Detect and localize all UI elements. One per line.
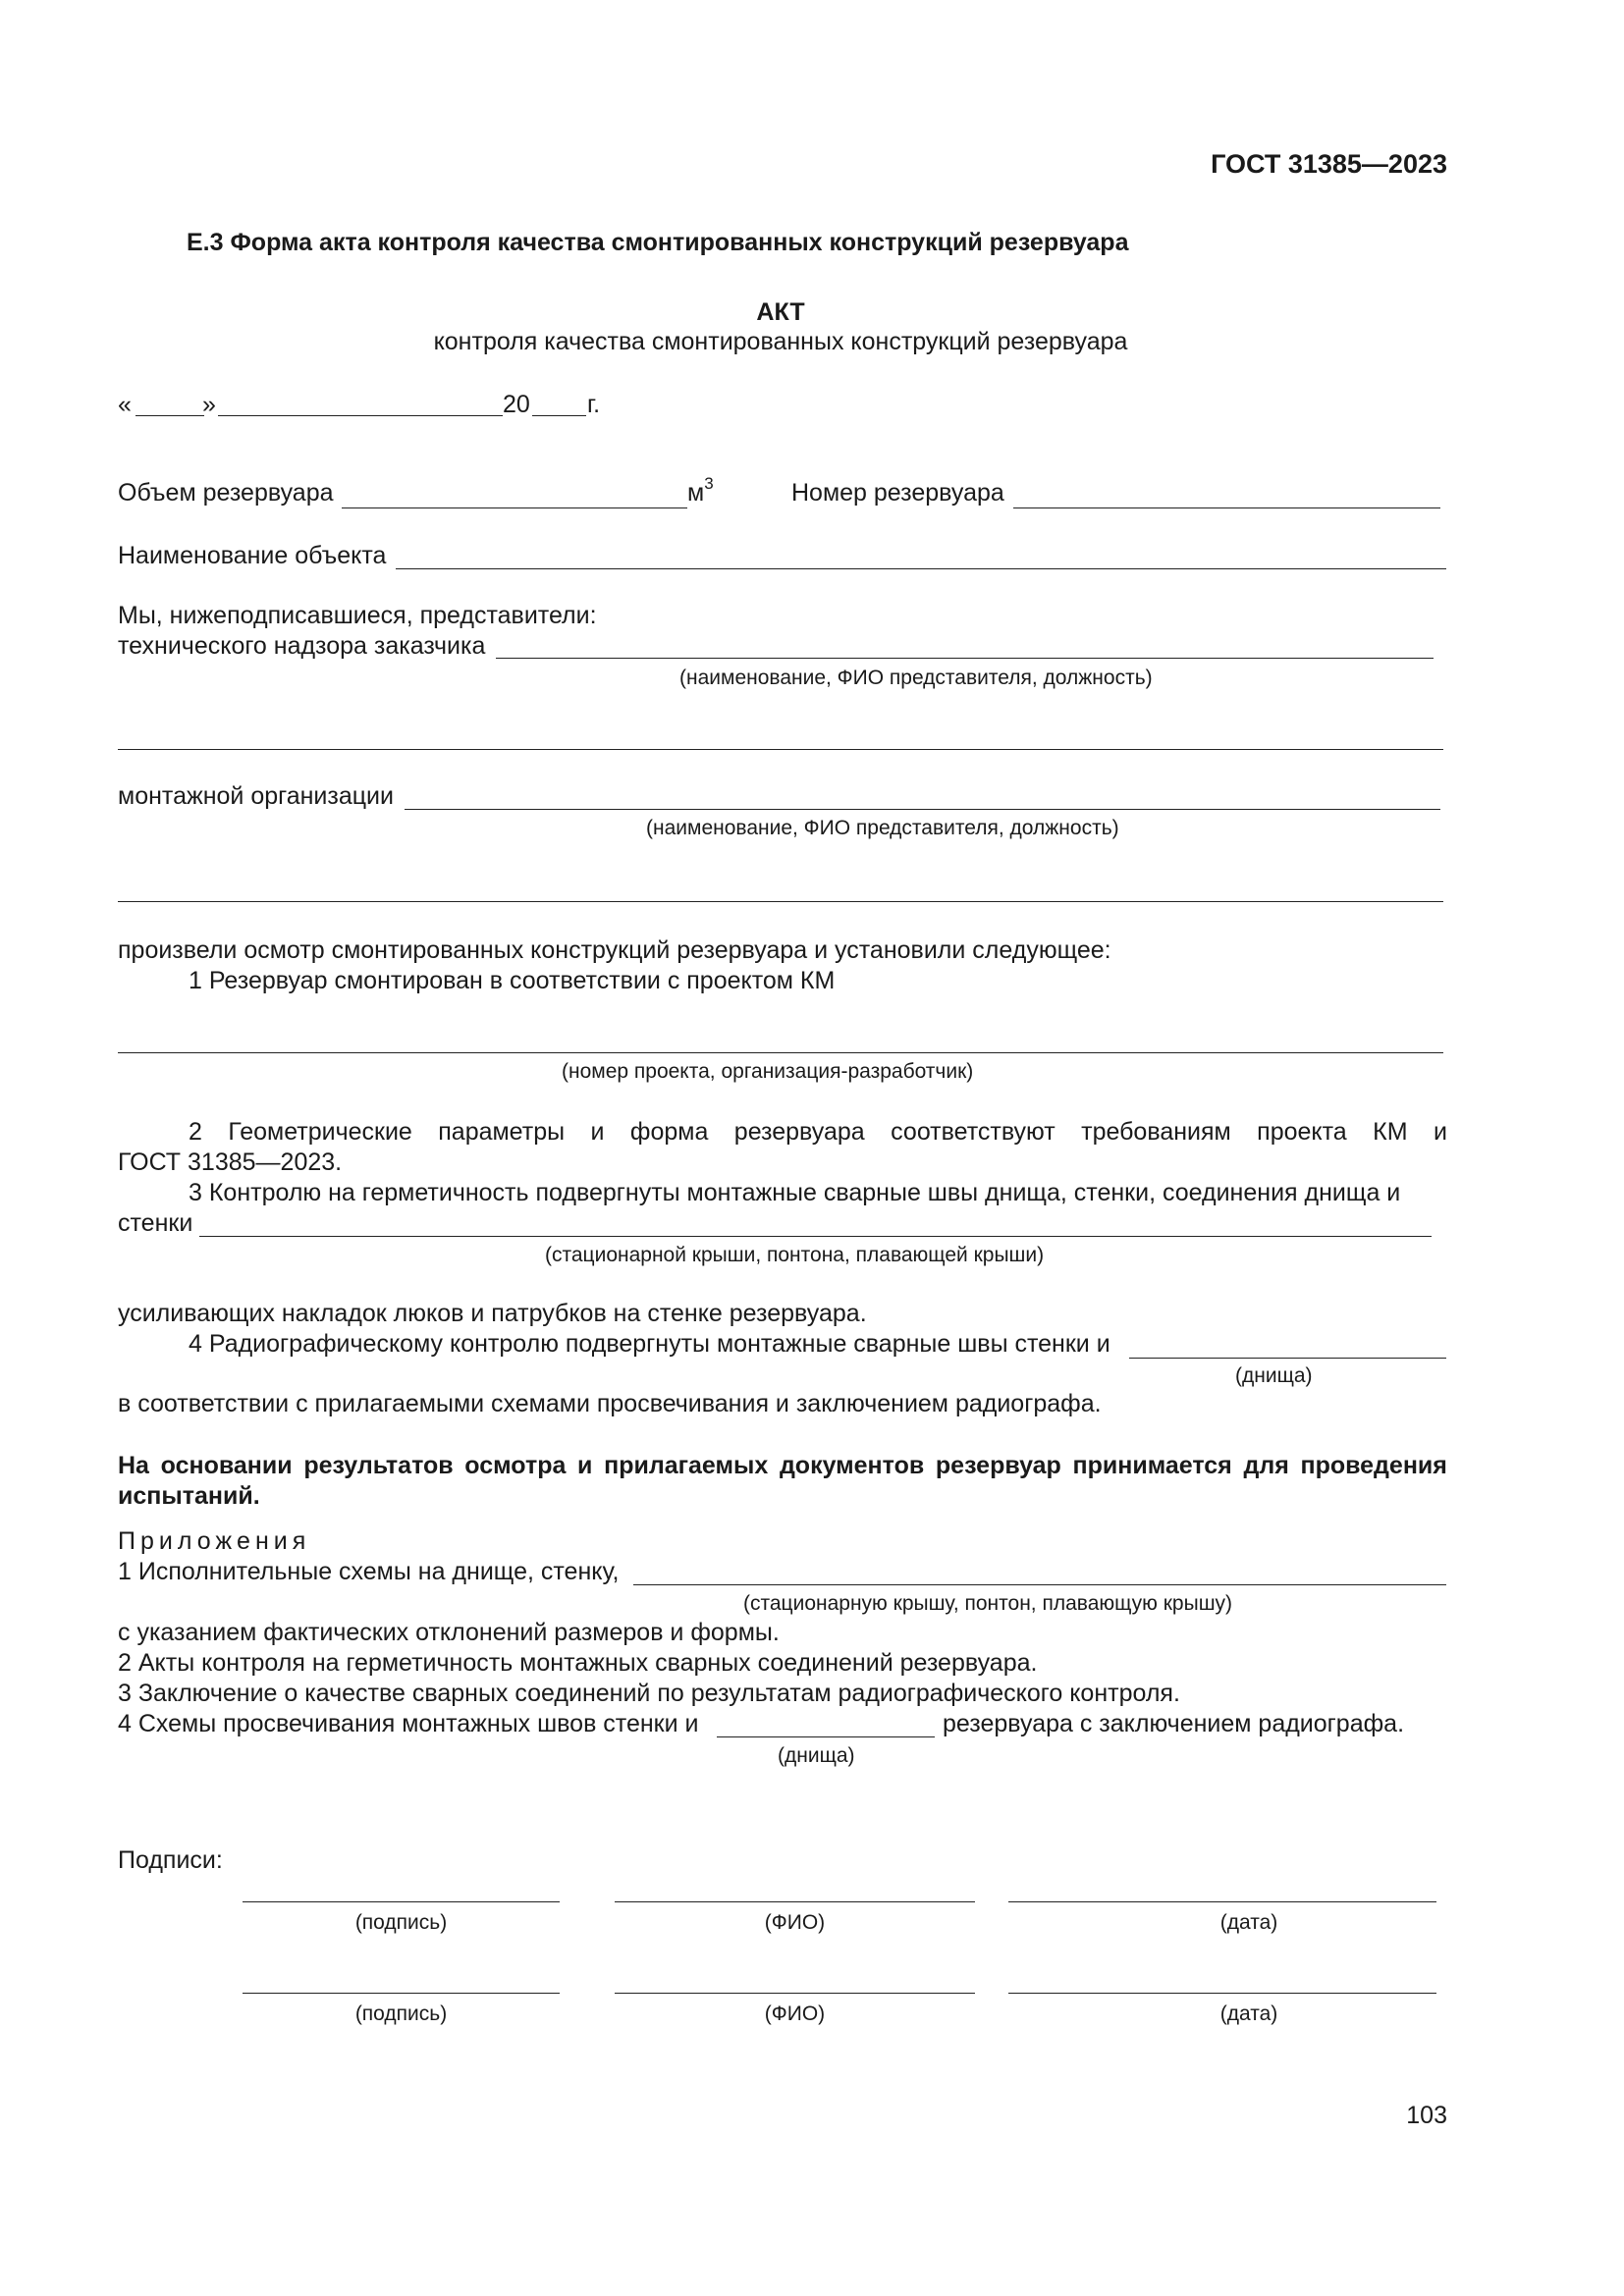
section-title: Е.3 Форма акта контроля качества смонтированных конструкций резервуара [187, 229, 1129, 256]
date-field[interactable] [1008, 1993, 1436, 1994]
tank-number-label: Номер резервуара [791, 479, 1004, 507]
appendix-roof-field[interactable] [633, 1584, 1446, 1585]
signature-field[interactable] [243, 1993, 560, 1994]
appendices-title: Приложения [118, 1527, 311, 1555]
date-caption: (дата) [1219, 1911, 1278, 1934]
roof-type-caption: (стационарной крыши, понтона, плавающей крыши) [545, 1244, 1045, 1266]
finding-item-2-line-1: 2 Геометрические параметры и форма резервуара соответствуют требованиям проекта КМ и [189, 1118, 1447, 1146]
date-field[interactable] [1008, 1901, 1436, 1902]
name-caption: (ФИО) [764, 1911, 826, 1934]
volume-label: Объем резервуара [118, 479, 334, 507]
object-name-field[interactable] [396, 568, 1446, 569]
date-caption: (дата) [1219, 2002, 1278, 2025]
volume-unit: $м^3$ [687, 474, 714, 507]
date-close-quote: » [202, 391, 216, 418]
conclusion-line-1: На основании результатов осмотра и прилагаемых документов резервуар принимается для проведения [118, 1452, 1447, 1479]
contractor-representative-field[interactable] [405, 809, 1440, 810]
volume-field[interactable] [342, 507, 687, 508]
appendix-item-1: 1 Исполнительные схемы на днище, стенку, [118, 1558, 620, 1585]
date-day-field[interactable] [135, 415, 204, 416]
appendix-item-3: 3 Заключение о качестве сварных соединений по результатам радиографического контроля. [118, 1680, 1180, 1707]
appendix-item-1-continued: с указанием фактических отклонений размеров и формы. [118, 1619, 780, 1646]
finding-item-3-line-2: стенки [118, 1209, 193, 1237]
appendix-item-4-prefix: 4 Схемы просвечивания монтажных швов стенки и [118, 1710, 699, 1737]
object-name-label: Наименование объекта [118, 542, 387, 569]
customer-representative-field[interactable] [496, 658, 1434, 659]
findings-intro: произвели осмотр смонтированных конструкций резервуара и установили следующее: [118, 936, 1111, 964]
date-year-field[interactable] [532, 415, 586, 416]
signature-field[interactable] [243, 1901, 560, 1902]
tank-number-field[interactable] [1013, 507, 1440, 508]
finding-item-1: 1 Резервуар смонтирован в соответствии с проектом КМ [189, 967, 836, 994]
appendix-item-4-suffix: резервуара с заключением радиографа. [943, 1710, 1405, 1737]
customer-caption: (наименование, ФИО представителя, должность) [679, 667, 1153, 689]
project-field[interactable] [118, 1052, 1443, 1053]
customer-label: технического надзора заказчика [118, 632, 486, 660]
finding-item-3-line-3: усиливающих накладок люков и патрубков на стенке резервуара. [118, 1300, 867, 1327]
finding-item-3-line-1: 3 Контролю на герметичность подвергнуты монтажные сварные швы днища, стенки, соединения днища и [189, 1179, 1401, 1206]
project-caption: (номер проекта, организация-разработчик) [562, 1060, 974, 1083]
contractor-label: монтажной организации [118, 782, 394, 810]
appendix-item-2: 2 Акты контроля на герметичность монтажных сварных соединений резервуара. [118, 1649, 1038, 1677]
appendix-roof-caption: (стационарную крышу, понтон, плавающую крышу) [743, 1592, 1233, 1615]
date-year-suffix: г. [587, 391, 601, 418]
appendix-bottom-field[interactable] [717, 1736, 935, 1737]
name-field[interactable] [615, 1901, 975, 1902]
finding-item-2-line-2: ГОСТ 31385—2023. [118, 1148, 343, 1176]
customer-representative-field-2[interactable] [118, 749, 1443, 750]
standard-designation: ГОСТ 31385—2023 [1211, 149, 1447, 179]
contractor-representative-field-2[interactable] [118, 901, 1443, 902]
act-subtitle: контроля качества смонтированных конструкций резервуара [433, 328, 1128, 355]
bottom-field[interactable] [1129, 1358, 1446, 1359]
finding-item-4-line-2: в соответствии с прилагаемыми схемами просвечивания и заключением радиографа. [118, 1390, 1102, 1417]
signature-caption: (подпись) [354, 1911, 448, 1934]
representatives-intro: Мы, нижеподписавшиеся, представители: [118, 602, 597, 629]
page-number: 103 [1406, 2102, 1447, 2129]
act-title: АКТ [756, 298, 805, 326]
signature-caption: (подпись) [354, 2002, 448, 2025]
name-caption: (ФИО) [764, 2002, 826, 2025]
conclusion-line-2: испытаний. [118, 1482, 260, 1510]
date-open-quote: « [118, 391, 132, 418]
signatures-label: Подписи: [118, 1846, 223, 1874]
bottom-caption: (днища) [1235, 1364, 1313, 1387]
name-field[interactable] [615, 1993, 975, 1994]
date-month-field[interactable] [218, 415, 503, 416]
roof-type-field[interactable] [199, 1236, 1432, 1237]
date-century: 20 [503, 391, 530, 418]
appendix-bottom-caption: (днища) [778, 1744, 855, 1767]
finding-item-4-line-1: 4 Радиографическому контролю подвергнуты монтажные сварные швы стенки и [189, 1330, 1110, 1358]
contractor-caption: (наименование, ФИО представителя, должность) [646, 817, 1119, 839]
